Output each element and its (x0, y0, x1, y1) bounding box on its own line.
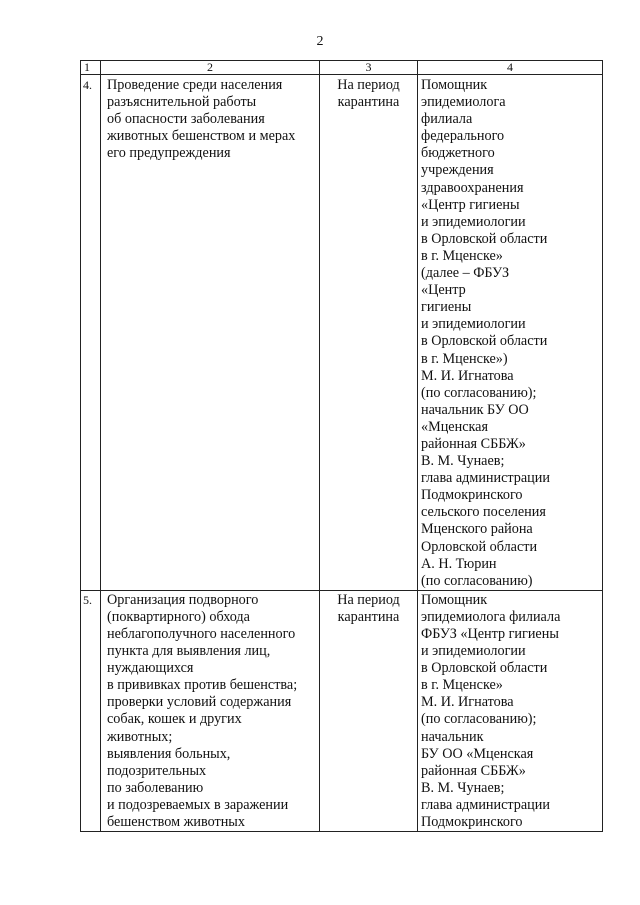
measures-table (80, 60, 603, 832)
text-line: бешенством животных (107, 814, 245, 831)
text-line: (по согласованию); (421, 384, 537, 401)
text-line: в Орловской области (421, 333, 548, 350)
table-row (81, 75, 603, 591)
text-line: (поквартирного) обхода (107, 608, 250, 625)
text-line: карантина (337, 94, 400, 111)
column-number-2: 2 (101, 61, 320, 75)
text-line: здравоохранения (421, 179, 524, 196)
text-line: (далее – ФБУЗ (421, 265, 510, 282)
column-number-3: 3 (320, 61, 418, 75)
text-line: его предупреждения (107, 145, 231, 162)
responsible-cell (418, 75, 603, 591)
term-cell (320, 590, 418, 831)
text-line: Подмокринского (421, 487, 523, 504)
text-line: выявления больных, (107, 745, 231, 762)
text-line: А. Н. Тюрин (421, 555, 497, 572)
text-line: об опасности заболевания (107, 111, 265, 128)
text-line: На период (337, 591, 400, 608)
text-line: эпидемиолога филиала (421, 608, 561, 625)
table-row (81, 590, 603, 831)
text-line: ФБУЗ «Центр гигиены (421, 626, 559, 642)
text-line: в г. Мценске» (421, 247, 503, 264)
text-line: глава администрации (421, 470, 550, 487)
text-line: подозрительных (107, 762, 207, 779)
text-line: Орловской области (421, 538, 538, 555)
text-line: учреждения (421, 162, 494, 179)
text-line: эпидемиолога (421, 94, 506, 111)
responsible-cell (418, 590, 603, 831)
text-line: и подозреваемых в заражении (107, 796, 289, 813)
text-line: М. И. Игнатова (421, 694, 514, 711)
row-number: 4. (81, 75, 101, 591)
text-line: гигиены (421, 299, 472, 316)
text-line: нуждающихся (107, 660, 194, 677)
text-line: БУ ОО «Мценская (421, 745, 534, 762)
text-line: в г. Мценске») (421, 350, 508, 367)
row-number: 5. (81, 590, 101, 831)
text-line: и эпидемиологии (421, 213, 526, 230)
text-line: бюджетного (421, 145, 495, 162)
text-line: В. М. Чунаев; (421, 453, 505, 470)
text-line: федерального (421, 128, 505, 145)
text-line: сельского поселения (421, 504, 546, 521)
text-line: В. М. Чунаев; (421, 779, 505, 796)
text-line: «Центр (421, 282, 466, 299)
column-number-1: 1 (81, 61, 101, 75)
text-line: Помощник (421, 591, 488, 608)
page-number: 2 (316, 34, 324, 49)
text-line: в Орловской области (421, 230, 548, 247)
action-cell (101, 75, 320, 591)
text-line: животных; (107, 728, 173, 745)
text-line: районная СББЖ» (421, 762, 526, 779)
text-line: «Центр гигиены (421, 196, 520, 213)
text-line: начальник БУ ОО (421, 401, 529, 418)
column-number-4: 4 (418, 61, 603, 75)
text-line: разъяснительной работы (107, 94, 257, 111)
text-line: Подмокринского (421, 814, 523, 831)
text-line: в г. Мценске» (421, 677, 503, 694)
text-line: неблагополучного населенного (107, 626, 296, 642)
text-line: «Мценская (421, 418, 488, 435)
text-line: Помощник (421, 77, 488, 93)
text-line: районная СББЖ» (421, 435, 526, 452)
text-line: М. И. Игнатова (421, 367, 514, 384)
text-line: начальник (421, 728, 484, 745)
text-line: и эпидемиологии (421, 316, 526, 333)
text-line: проверки условий содержания (107, 694, 292, 711)
text-line: в прививках против бешенства; (107, 677, 298, 694)
text-line: в Орловской области (421, 660, 548, 677)
text-line: карантина (337, 608, 400, 625)
text-line: На период (337, 77, 400, 93)
term-cell (320, 75, 418, 591)
text-line: и эпидемиологии (421, 643, 526, 660)
text-line: Проведение среди населения (107, 77, 283, 93)
table-header-row (81, 61, 603, 75)
action-cell (101, 590, 320, 831)
text-line: филиала (421, 111, 473, 128)
text-line: животных бешенством и мерах (107, 128, 296, 145)
text-line: (по согласованию) (421, 572, 533, 589)
text-line: по заболеванию (107, 779, 204, 796)
text-line: (по согласованию); (421, 711, 537, 728)
text-line: Мценского района (421, 521, 533, 538)
text-line: пункта для выявления лиц, (107, 643, 271, 660)
text-line: глава администрации (421, 796, 550, 813)
text-line: Организация подворного (107, 591, 259, 608)
text-line: собак, кошек и других (107, 711, 242, 728)
